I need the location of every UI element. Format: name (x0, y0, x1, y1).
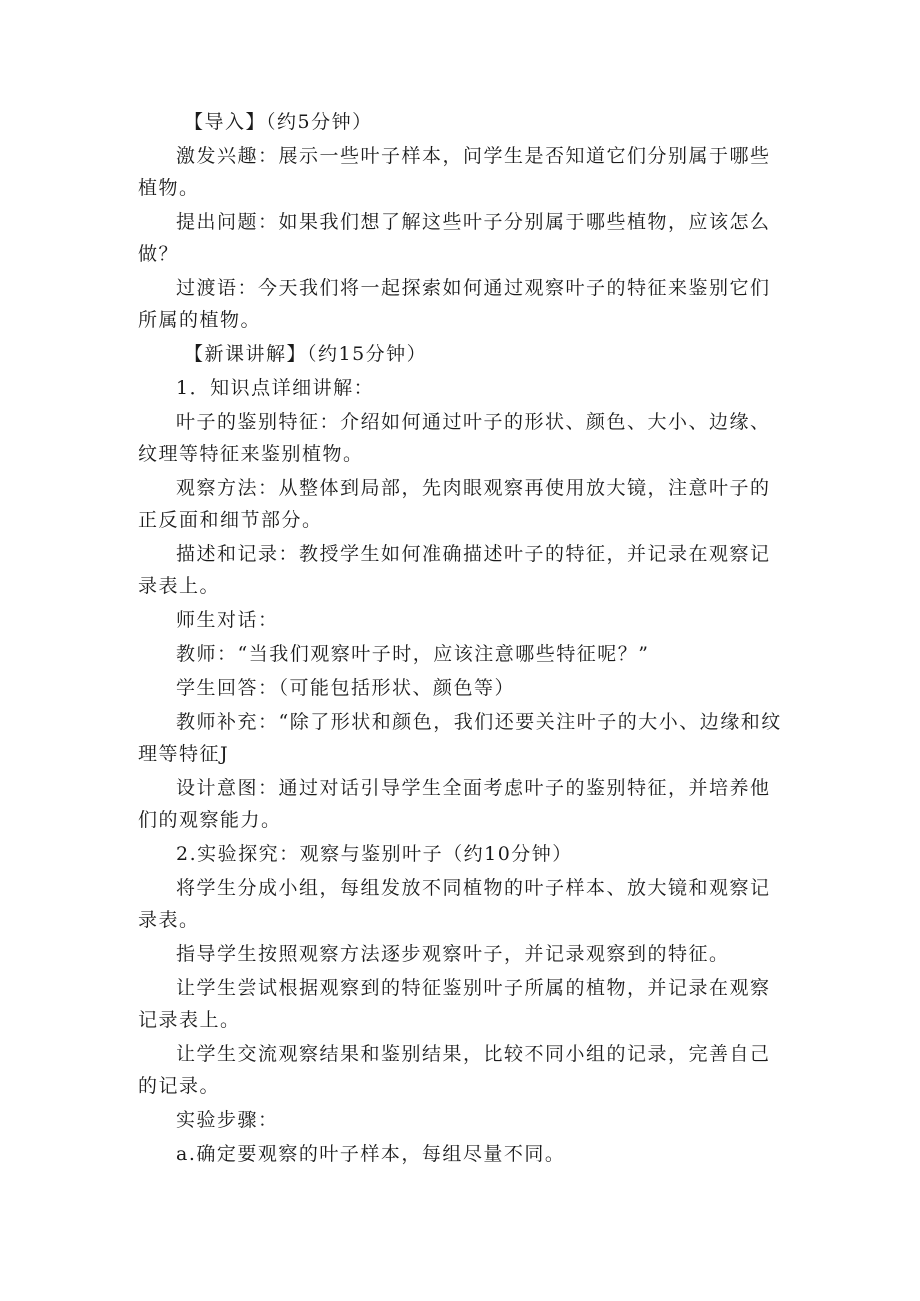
paragraph-describe-record: 描述和记录：教授学生如何准确描述叶子的特征，并记录在观察记录表上。 (138, 543, 771, 597)
paragraph-dialogue-label: 师生对话： (176, 609, 279, 631)
paragraph-pose-question: 提出问题：如果我们想了解这些叶子分别属于哪些植物，应该怎么做？ (138, 211, 771, 265)
section-heading-intro: 【导入】（约5分钟） (184, 111, 373, 133)
paragraph-try-identify: 让学生尝试根据观察到的特征鉴别叶子所属的植物，并记录在观察记录表上。 (138, 977, 771, 1031)
section-heading-new-lesson: 【新课讲解】（约15分钟） (184, 343, 428, 365)
paragraph-student-answer: 学生回答：（可能包括形状、颜色等） (176, 677, 516, 699)
paragraph-steps-label: 实验步骤： (176, 1109, 279, 1131)
paragraph-group-students: 将学生分成小组，每组发放不同植物的叶子样本、放大镜和观察记录表。 (138, 877, 771, 931)
paragraph-stimulate-interest: 激发兴趣：展示一些叶子样本，问学生是否知道它们分别属于哪些植物。 (138, 145, 771, 199)
paragraph-experiment-heading: 2.实验探究：观察与鉴别叶子（约10分钟） (176, 843, 573, 865)
paragraph-teacher-supplement: 教师补充：“除了形状和颜色，我们还要关注叶子的大小、边缘和纹理等特征J (138, 711, 782, 765)
document-body (138, 106, 788, 1172)
paragraph-knowledge-points: 1．知识点详细讲解： (176, 377, 375, 399)
paragraph-design-intent: 设计意图：通过对话引导学生全面考虑叶子的鉴别特征，并培养他们的观察能力。 (138, 777, 771, 831)
paragraph-guide-observe: 指导学生按照观察方法逐步观察叶子，并记录观察到的特征。 (176, 943, 730, 965)
paragraph-step-a: a.确定要观察的叶子样本，每组尽量不同。 (176, 1143, 566, 1165)
paragraph-teacher-question: 教师：“当我们观察叶子时，应该注意哪些特征呢？” (176, 643, 650, 665)
paragraph-identification-features: 叶子的鉴别特征：介绍如何通过叶子的形状、颜色、大小、边缘、纹理等特征来鉴别植物。 (138, 411, 771, 465)
paragraph-observation-method: 观察方法：从整体到局部，先肉眼观察再使用放大镜，注意叶子的正反面和细节部分。 (138, 477, 771, 531)
paragraph-transition: 过渡语：今天我们将一起探索如何通过观察叶子的特征来鉴别它们所属的植物。 (138, 277, 771, 331)
paragraph-exchange-results: 让学生交流观察结果和鉴别结果，比较不同小组的记录，完善自己的记录。 (138, 1043, 771, 1097)
